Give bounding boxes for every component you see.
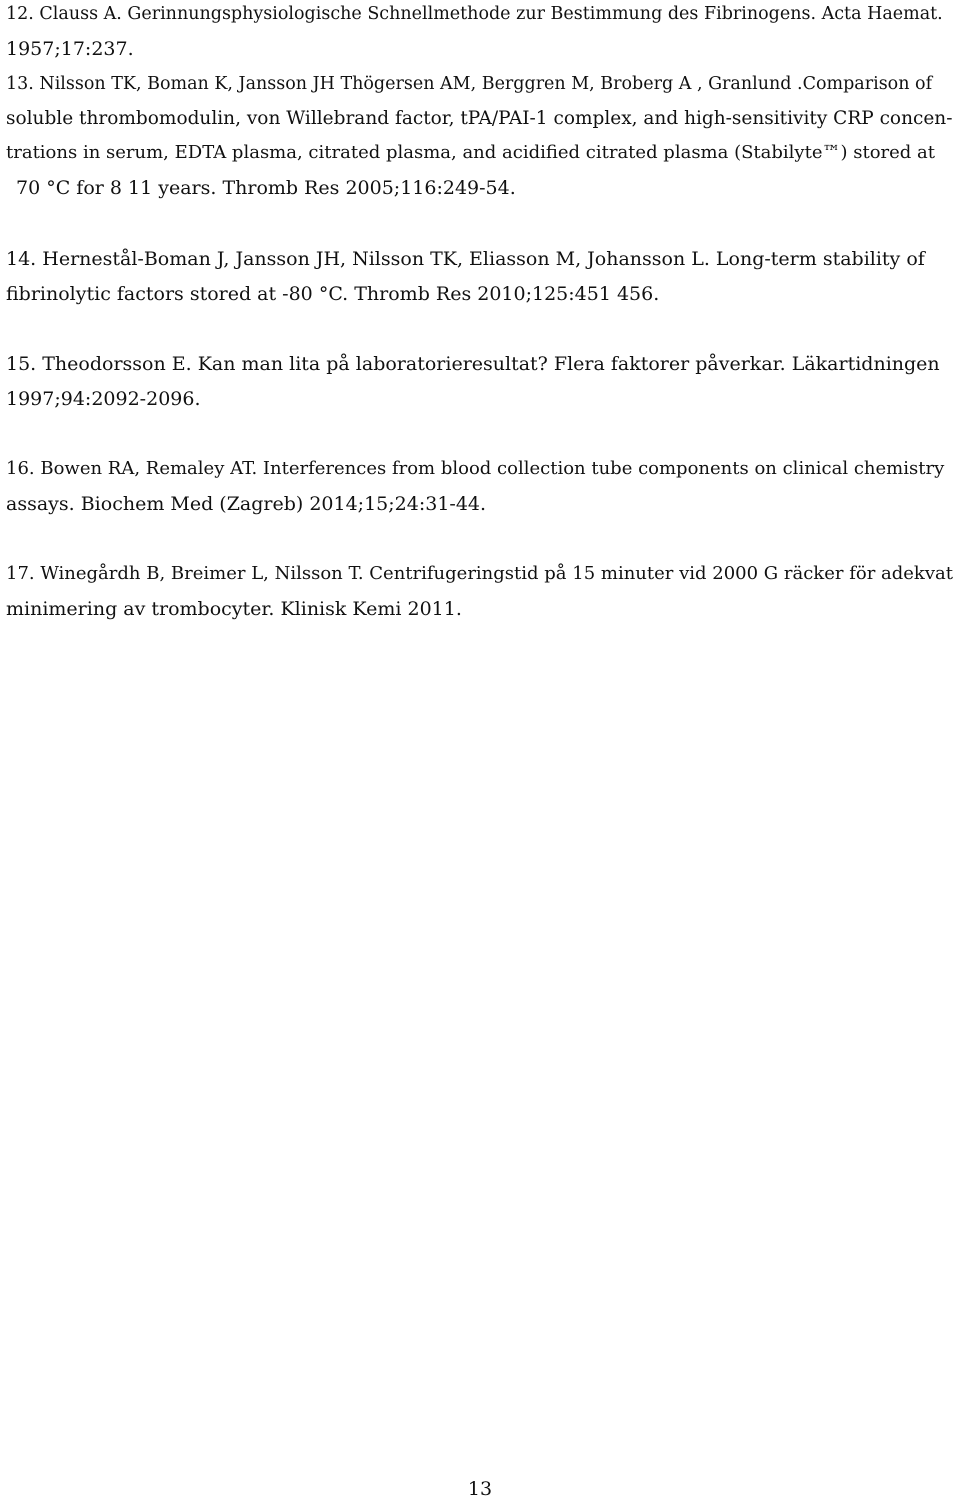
reference-line: 17. Winegårdh B, Breimer L, Nilsson T. Centrifugeringstid på 15 minuter vid 2000 G räcker för adekvat: [6, 563, 953, 584]
reference-line: assays. Biochem Med (Zagreb) 2014;15;24:31-44.: [6, 492, 487, 515]
reference-line: 13. Nilsson TK, Boman K, Jansson JH Thögersen AM, Berggren M, Broberg A , Granlund .Comparison of: [6, 74, 933, 94]
reference-15: [6, 347, 956, 416]
reference-line: 16. Bowen RA, Remaley AT. Interferences from blood collection tube components on clinical chemistry: [6, 458, 945, 479]
reference-17: [6, 557, 956, 626]
reference-line: 70 °C for 8 11 years. Thromb Res 2005;116:249-54.: [16, 176, 516, 199]
reference-line: 14. Hernestål-Boman J, Jansson JH, Nilsson TK, Eliasson M, Johansson L. Long-term stability of: [6, 248, 925, 270]
reference-line: trations in serum, EDTA plasma, citrated plasma, and acidified citrated plasma (Stabilyte™) stored at: [6, 142, 936, 163]
reference-line: 1957;17:237.: [6, 37, 134, 60]
reference-16: [6, 452, 956, 521]
reference-14: [6, 242, 956, 311]
reference-line: fibrinolytic factors stored at -80 °C. Thromb Res 2010;125:451 456.: [6, 282, 660, 305]
reference-13: [6, 67, 956, 205]
reference-line: soluble thrombomodulin, von Willebrand factor, tPA/PAI-1 complex, and high-sensitivity CRP concen-: [6, 107, 953, 129]
reference-line: 1997;94:2092-2096.: [6, 387, 201, 410]
page-number: 13: [467, 1478, 493, 1500]
reference-line: minimering av trombocyter. Klinisk Kemi 2011.: [6, 597, 462, 620]
reference-line: 15. Theodorsson E. Kan man lita på laboratorieresultat? Flera faktorer påverkar. Läkartidningen: [6, 353, 940, 375]
reference-line: 12. Clauss A. Gerinnungsphysiologische Schnellmethode zur Bestimmung des Fibrinogens. Acta Haemat.: [6, 4, 943, 24]
reference-12: [6, 0, 956, 66]
